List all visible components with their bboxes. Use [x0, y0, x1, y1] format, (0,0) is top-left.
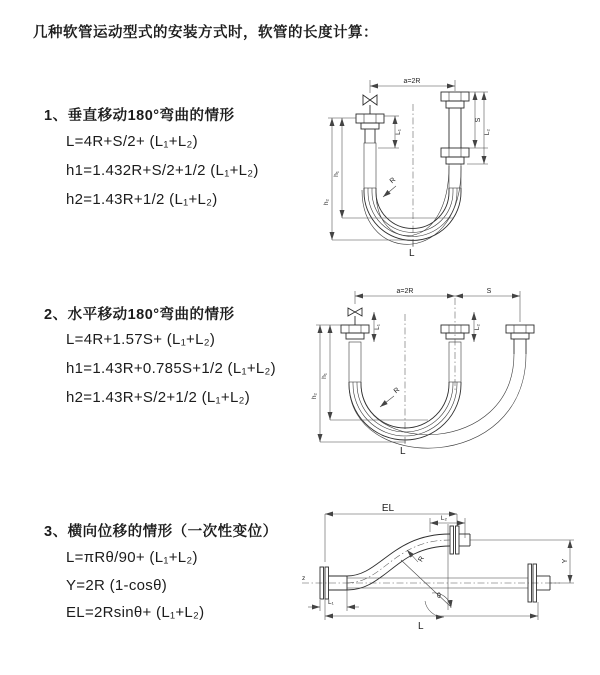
valve-icon — [363, 95, 377, 105]
dim-label-el: EL — [381, 503, 395, 514]
braided-hose-section-left — [349, 342, 361, 382]
theta-arc-2 — [425, 601, 444, 617]
theta-label: θ — [437, 593, 441, 600]
section-3-formula-el: EL=2Rsinθ+ (L₁+L₂) — [66, 604, 205, 621]
section-2-formula-h1: h1=1.43R+0.785S+1/2 (L₁+L₂) — [66, 360, 276, 377]
radius-leader — [383, 186, 396, 197]
length-label: L — [418, 621, 424, 632]
section-1-formula-h1: h1=1.432R+S/2+1/2 (L₁+L₂) — [66, 162, 259, 179]
section-1-heading: 1、垂直移动180°弯曲的情形 — [44, 108, 235, 124]
radius-label: R — [388, 176, 398, 186]
section-2-heading: 2、水平移动180°弯曲的情形 — [44, 307, 235, 323]
dim-label-a2r: a=2R — [403, 78, 421, 85]
section-3-heading: 3、横向位移的情形（一次性变位） — [44, 524, 278, 540]
diagram-horizontal-180-bend — [308, 284, 568, 459]
dim-label-h1: h₁ — [333, 171, 340, 177]
dim-label-s: S — [475, 117, 482, 123]
dim-label-y: Y — [562, 558, 569, 564]
diagram-vertical-180-bend — [318, 70, 588, 260]
dim-label-a2r: a=2R — [396, 288, 414, 295]
page-title: 几种软管运动型式的安装方式时，软管的长度计算： — [33, 25, 378, 41]
dim-label-l1: L₁ — [374, 324, 381, 330]
hose-s-curve — [347, 534, 450, 590]
section-3-formula-y: Y=2R (1-cosθ) — [66, 577, 168, 594]
length-label: L — [400, 446, 406, 457]
upper-flange — [450, 526, 470, 554]
length-label: L — [409, 248, 415, 259]
dim-label-l2: L₂ — [440, 515, 448, 522]
dim-label-l1: L₁ — [328, 599, 334, 606]
section-1-formula-l: L=4R+S/2+ (L₁+L₂) — [66, 133, 198, 150]
hose-u-bend — [364, 188, 461, 240]
dim-label-h2: h₂ — [311, 392, 318, 400]
dim-label-h2: h₂ — [323, 198, 330, 206]
section-3-formula-l: L=πRθ/90+ (L₁+L₂) — [66, 549, 198, 566]
valve-icon — [348, 308, 362, 316]
left-flange — [356, 114, 384, 143]
radius-label: R — [392, 386, 402, 396]
radius-label: R — [417, 555, 426, 564]
hose-u-bend-displaced — [349, 354, 526, 448]
radius-leader — [380, 396, 394, 407]
dim-label-l2: L₂ — [474, 323, 481, 331]
braided-hose-section-right — [449, 164, 461, 188]
section-2-formula-l: L=4R+1.57S+ (L₁+L₂) — [66, 331, 216, 348]
section-1-formula-h2: h2=1.43R+1/2 (L₁+L₂) — [66, 191, 218, 208]
right-flange — [506, 325, 534, 354]
left-flange — [341, 325, 369, 339]
right-flange-upper — [441, 92, 469, 108]
dim-label-l2: L₂ — [484, 128, 491, 136]
braided-hose-section-left — [364, 143, 376, 188]
dim-label-s: S — [486, 288, 492, 295]
dim-label-l1: L₁ — [395, 129, 402, 135]
section-2-formula-h2: h2=1.43R+S/2+1/2 (L₁+L₂) — [66, 389, 251, 406]
diagram-lateral-displacement — [298, 498, 598, 643]
dim-label-h1: h₁ — [321, 373, 328, 379]
axis-label: z — [302, 575, 306, 582]
right-flange-lower — [441, 148, 469, 164]
